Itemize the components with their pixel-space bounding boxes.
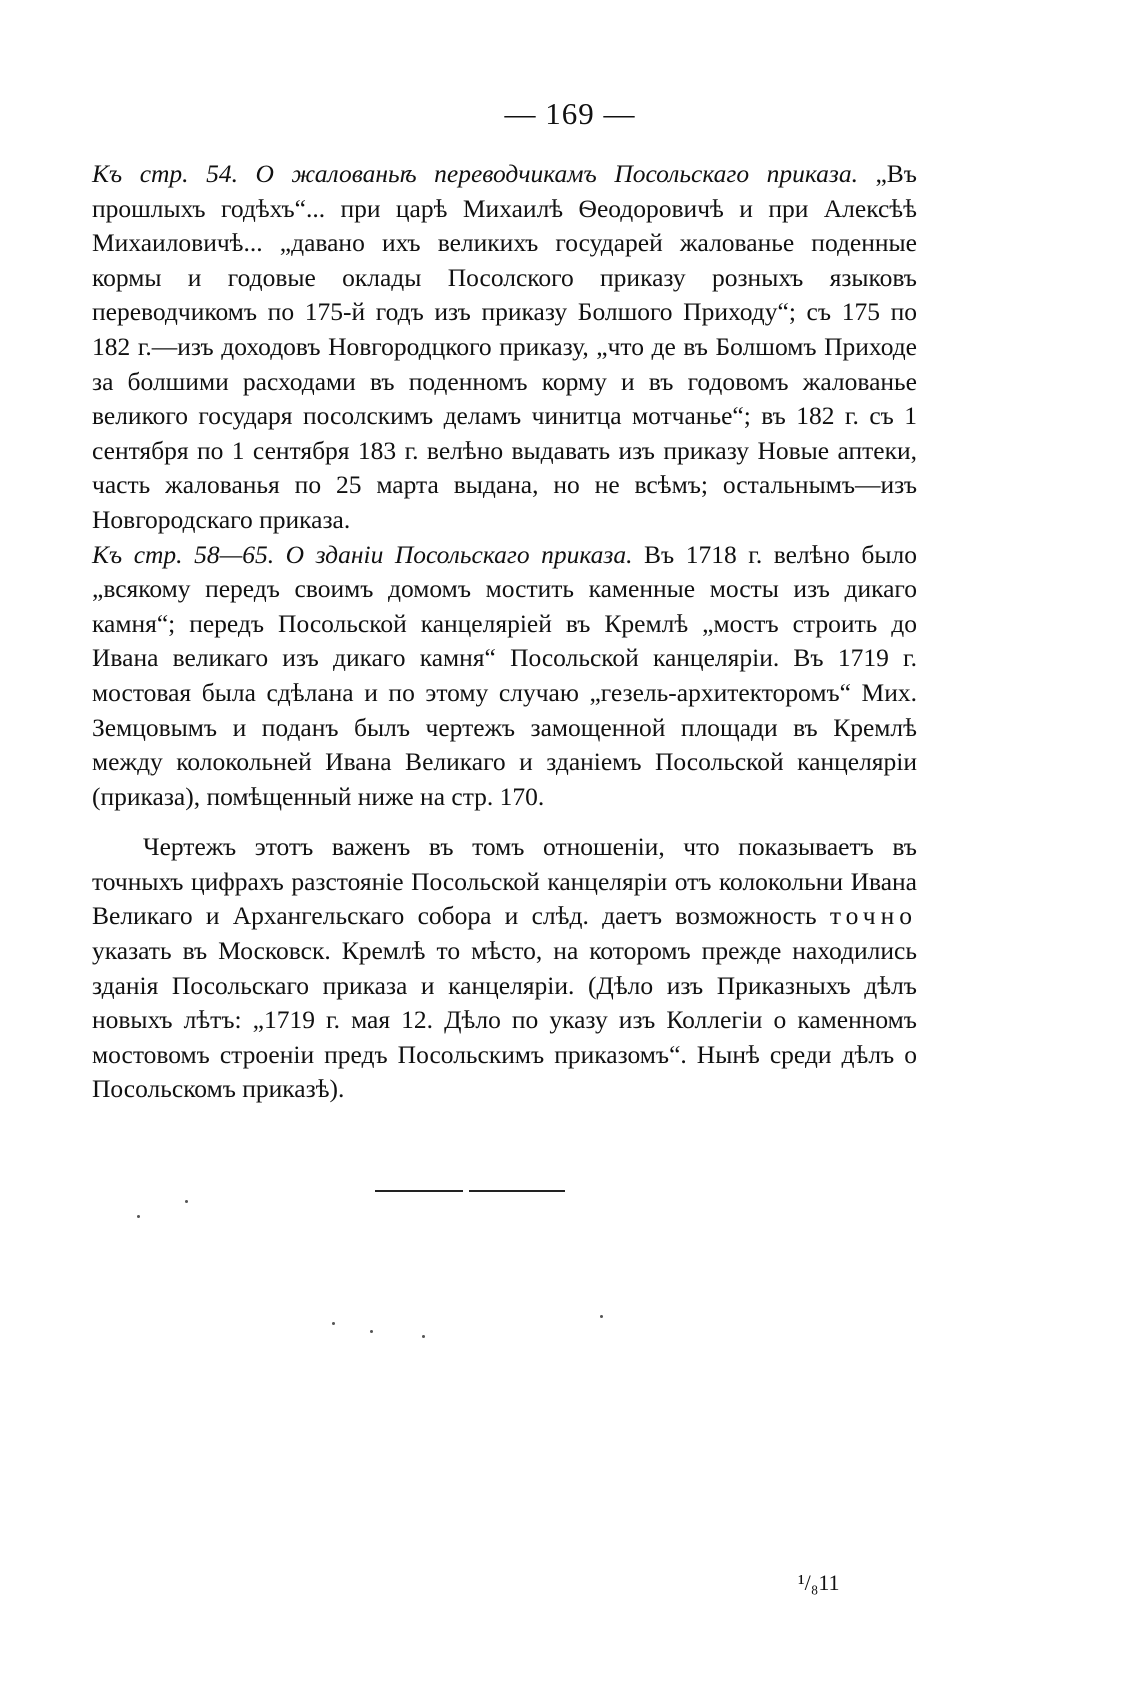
paragraph-salary (92, 157, 917, 538)
print-speck (422, 1335, 425, 1338)
paragraph-text: указать въ Московск. Кремлѣ то мѣсто, на которомъ прежде находились зданія Посольскаго приказа и канцеляріи. (Дѣло изъ Приказныхъ дѣлъ новыхъ лѣтъ: „1719 г. мая 12. Дѣло по указу изъ Коллегіи о каменномъ мостовомъ строеніи предъ Посольскимъ приказомъ“. Нынѣ среди дѣлъ о Посольскомъ приказѣ). (92, 936, 917, 1104)
paragraph-text: Чертежъ этотъ важенъ въ томъ отношеніи, что показываетъ въ точныхъ цифрахъ разстояніе Посольской канцеляріи отъ колокольни Ивана Великаго и Архангельскаго собора и слѣд. даетъ возможность (92, 832, 917, 931)
print-speck (370, 1330, 373, 1333)
print-speck (332, 1322, 335, 1325)
print-speck (185, 1200, 188, 1203)
printer-signature-mark: ¹/₈11 (798, 1570, 840, 1595)
page-number: — 169 — (504, 96, 636, 131)
print-speck (137, 1215, 140, 1218)
paragraph-text: Въ 1718 г. велѣно было „всякому передъ своимъ домомъ мостить каменные мосты изъ дикаго камня“; передъ Посольской канцеляріей въ Кремлѣ „мостъ строить до Ивана великаго изъ дикаго камня“ Посольской канцеляріи. Въ 1719 г. мостовая была сдѣлана и по этому случаю „гезель-архитекторомъ“ Мих. Земцовымъ и поданъ былъ чертежъ замощенной площади въ Кремлѣ между колокольней Ивана Великаго и зданіемъ Посольской канцеляріи (приказа), помѣщенный ниже на стр. 170. (92, 539, 918, 811)
paragraph-building (92, 538, 917, 815)
emphasized-word: точно (829, 901, 917, 931)
paragraph-drawing (92, 830, 917, 1107)
print-speck (600, 1315, 603, 1318)
body-text (92, 157, 917, 1107)
section-separator (375, 1190, 565, 1192)
reference-heading: Къ стр. 54. О жалованьѣ переводчикамъ Посольскаго приказа. (92, 159, 858, 188)
paragraph-text: „Въ прошлыхъ годѣхъ“... при царѣ Михаилѣ Ѳеодоровичѣ и при Алексѣѣ Михаиловичѣ... „давано ихъ великихъ государей жалованье поденные кормы и годовые оклады Посолского приказу розныхъ языковъ переводчикомъ по 175-й годъ изъ приказу Болшого Приходу“; съ 175 по 182 г.—изъ доходовъ Новгородцкого приказу, „что де въ Болшомъ Приходе за болшими расходами въ поденномъ корму и въ годовомъ жалованье великого государя посолскимъ деламъ чинитца мотчанье“; въ 182 г. съ 1 сентября по 1 сентября 183 г. велѣно выдавать изъ приказу Новые аптеки, часть жалованья по 25 марта выдана, но не всѣмъ; остальнымъ—изъ Новгородскаго приказа. (92, 159, 917, 534)
reference-heading: Къ стр. 58—65. О зданіи Посольскаго приказа. (92, 539, 633, 569)
